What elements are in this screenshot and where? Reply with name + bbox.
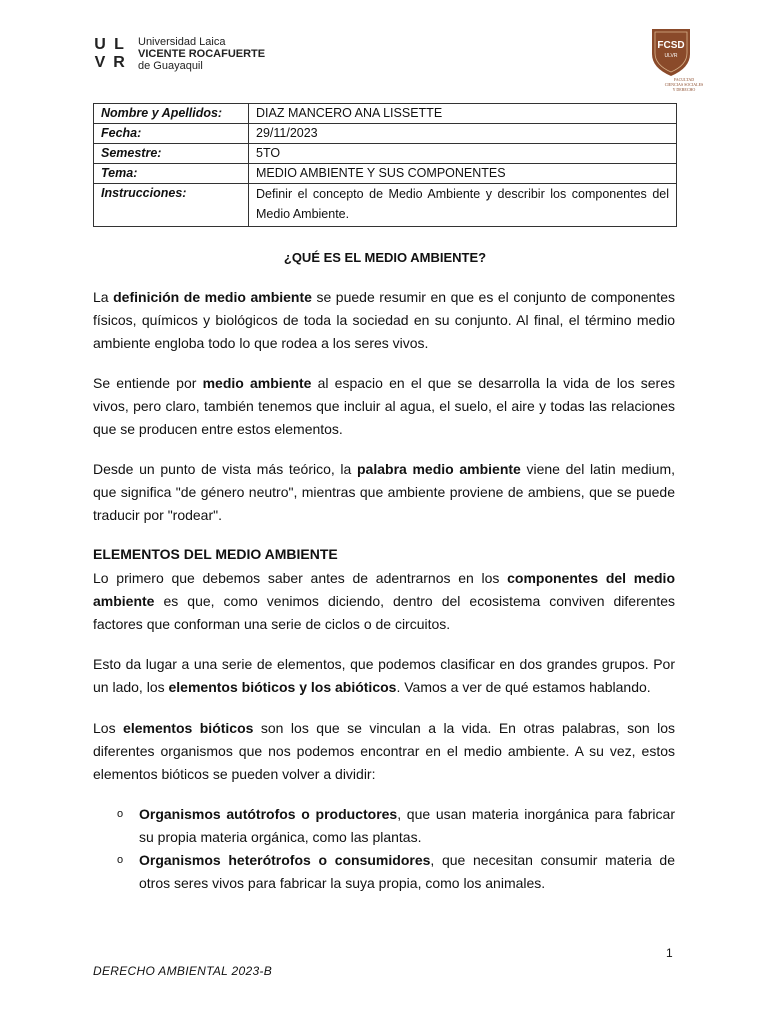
paragraph: Esto da lugar a una serie de elementos, que podemos clasificar en dos grandes grupos. Por un lado, los elementos bióticos y los abióticos. Vamos a ver de qué estamos hablando. [93,656,675,695]
info-value: Definir el concepto de Medio Ambiente y describir los componentes del Medio Ambiente. [249,184,677,227]
info-value: 5TO [249,144,677,164]
paragraph: Se entiende por medio ambiente al espacio en el que se desarrolla la vida de los seres vivos, pero claro, también tenemos que incluir al agua, el suelo, el aire y todas las relaciones que se producen entre estos elementos. [93,375,675,437]
bullet-icon: o [117,808,124,820]
logo-letter: R [113,54,124,71]
paragraph: Lo primero que debemos saber antes de adentrarnos en los componentes del medio ambiente es que, como venimos diciendo, dentro del ecosistema conviven diferentes factores que conforman una serie de ciclos o de circuitos. [93,570,675,632]
logo-letter: U [94,36,105,53]
section-heading: ELEMENTOS DEL MEDIO AMBIENTE [93,546,338,562]
table-row [94,124,677,144]
faculty-shield-logo [640,26,720,96]
bullet-icon: o [117,854,124,866]
table-row [94,184,677,227]
footer-text: DERECHO AMBIENTAL 2023-B [93,964,273,978]
info-label: Instrucciones: [94,184,249,227]
shield-subtitle: ULVR [664,53,678,59]
ulvr-logo-mark [90,36,128,72]
info-label: Semestre: [94,144,249,164]
university-line: VICENTE ROCAFUERTE [138,48,266,60]
info-label: Nombre y Apellidos: [94,104,249,124]
logo-letter: V [94,54,105,71]
info-value: MEDIO AMBIENTE Y SUS COMPONENTES [249,164,677,184]
info-label: Fecha: [94,124,249,144]
info-label: Tema: [94,164,249,184]
info-value: DIAZ MANCERO ANA LISSETTE [249,104,677,124]
table-row [94,144,677,164]
page-number: 1 [666,946,673,960]
logo-letter: L [114,36,123,53]
page-title: ¿QUÉ ES EL MEDIO AMBIENTE? [283,250,487,265]
university-logo [90,36,265,72]
faculty-line: CIENCIAS SOCIALES [664,82,704,87]
student-info-table [93,103,677,227]
university-name [138,36,265,72]
info-value: 29/11/2023 [249,124,677,144]
university-line: Universidad Laica [138,36,226,48]
bullet-list [93,803,675,895]
faculty-line: FACULTAD [673,77,695,82]
list-item: o Organismos autótrofos o productores, que usan materia inorgánica para fabricar su propia materia orgánica, como las plantas. [93,803,675,849]
paragraph: Los elementos bióticos son los que se vinculan a la vida. En otras palabras, son los diferentes organismos que nos podemos encontrar en el medio ambiente. A su vez, estos elementos bióticos se pueden volver a dividir: [93,720,676,782]
faculty-line: Y DERECHO [672,87,696,92]
paragraph: Desde un punto de vista más teórico, la palabra medio ambiente viene del latin medium, que significa "de género neutro", mientras que ambiente proviene de ambiens, que se puede traducir por "rodear". [93,461,675,523]
shield-title: FCSD [657,40,685,51]
table-row [94,164,677,184]
paragraph: La definición de medio ambiente se puede resumir en que es el conjunto de componentes físicos, químicos y biológicos de toda la sociedad en su conjunto. Al final, el término medio ambiente engloba todo lo que rodea a los seres vivos. [93,289,675,351]
list-item: o Organismos heterótrofos o consumidores, que necesitan consumir materia de otros seres vivos para fabricar la suya propia, como los animales. [93,849,675,895]
university-line: de Guayaquil [138,60,203,72]
table-row [94,104,677,124]
